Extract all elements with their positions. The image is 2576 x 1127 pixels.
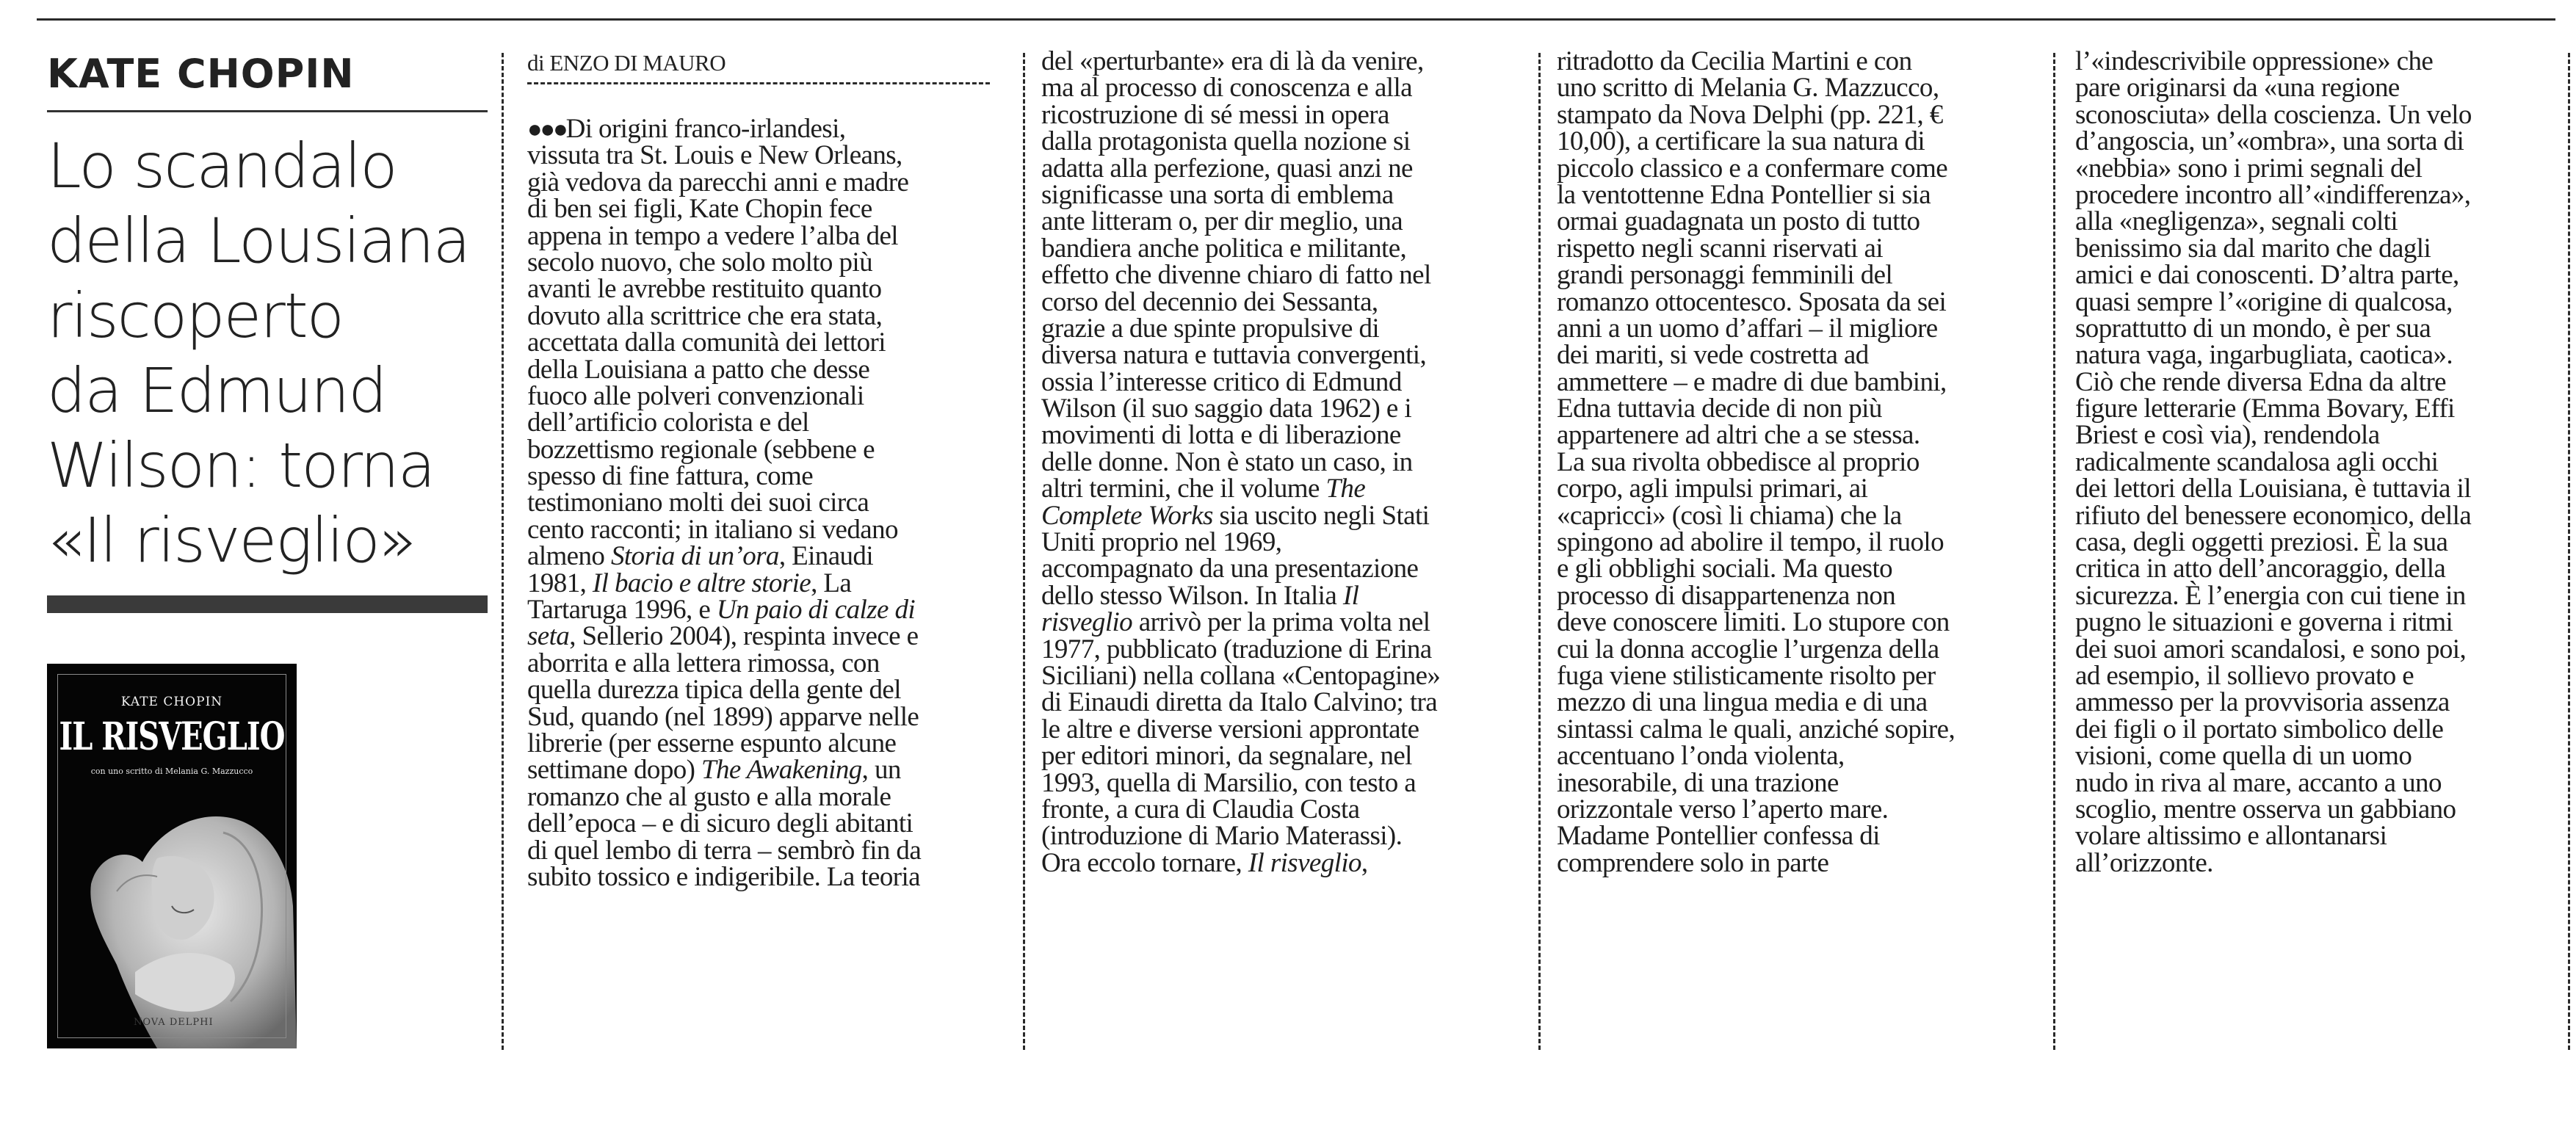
text-line [527,648,991,678]
book-cover-image [47,664,297,1048]
text-line [2075,609,2539,636]
text-line [1557,262,2021,289]
text-run: cento racconti; in italiano si vedano [527,514,898,545]
italic-title: The [1325,474,1366,504]
text-run: dei mariti, si vede costretta ad [1557,340,1869,371]
cover-subtitle: con uno scritto di Melania G. Mazzucco [90,767,253,776]
text-run: Edna tuttavia decide di non più [1557,394,1882,424]
text-line [1557,48,2021,75]
text-line [1041,634,1505,664]
text-line [527,407,991,438]
text-run: dello stesso Wilson. In Italia [1041,580,1343,611]
text-run: aborrita e alla lettera rimossa, con [527,648,880,678]
text-line [1041,396,1505,422]
text-line [527,194,991,225]
text-run: testimoniano molti dei suoi circa [527,488,869,518]
text-run: ante litteram o, per dir meglio, una [1041,206,1403,237]
text-line [1041,286,1505,317]
text-run: Uniti proprio nel 1969, [1041,527,1282,558]
text-run: ma al processo di conoscenza e alla [1041,73,1412,104]
text-run: fuga viene stilisticamente risolto per [1557,660,1936,691]
text-line [1557,73,2021,104]
cover-author: KATE CHOPIN [120,695,223,709]
text-run: quasi sempre l’«origine di qualcosa, [2075,286,2453,317]
text-run: dovuto alla scrittrice che era stata, [527,300,883,331]
headline-line: Wilson: torna [47,430,435,501]
text-line [1041,128,1505,155]
text-run: arrivò per la prima volta nel [1132,607,1430,638]
text-line [1041,609,1505,636]
text-run: pugno le situazioni e governa i ritmi [2075,607,2453,638]
text-run: effetto che divenne chiaro di fatto nel [1041,260,1431,291]
text-run: alla «negligenza», segnali colti [2075,206,2398,237]
text-run: appartenere ad altri che a se stessa. [1557,420,1920,451]
text-line [527,327,991,358]
text-run: dei lettori della Louisiana, è tuttavia il [2075,474,2471,504]
text-run: Briest e così via), rendendola [2075,420,2380,451]
text-run: fuoco alle polveri convenzionali [527,380,864,411]
text-run: benissimo sia dal marito che dagli [2075,233,2431,264]
text-run: le altre e diverse versioni approntate [1041,714,1419,744]
text-run: dei figli o il portato simbolico delle [2075,714,2444,744]
text-line [1041,500,1505,531]
text-run: scoglio, mentre osserva un gabbiano [2075,794,2456,825]
column-separator [502,53,504,1050]
text-run: dell’artificio colorista e del [527,407,809,438]
article-column [527,116,991,891]
text-run: del «perturbante» era di là da venire, [1041,46,1424,76]
italic-title: Il [1342,580,1359,611]
text-run: casa, degli oggetti preziosi. È la sua [2075,527,2448,558]
text-line [1041,794,1505,825]
text-run: stampato da Nova Delphi (pp. 221, € [1557,99,1943,130]
text-line [1557,286,2021,317]
text-run: dell’epoca – e di sicuro degli abitanti [527,808,913,839]
text-run: amici e dai conoscenti. D’altra parte, [2075,260,2459,291]
text-run: sintassi calma le quali, anziché sopire, [1557,714,1955,744]
text-run: la ventottenne Edna Pontellier si sia [1557,179,1931,210]
text-line [1557,179,2021,210]
text-line [1557,580,2021,611]
text-run: bozzettismo regionale (sebbene e [527,434,875,465]
text-run: e gli obblighi sociali. Ma questo [1557,554,1893,584]
text-line [2075,286,2539,317]
text-run: 1977, pubblicato (traduzione di Erina [1041,634,1432,664]
text-line [1041,153,1505,184]
byline: di ENZO DI MAURO [527,50,990,84]
text-line [1557,342,2021,369]
text-run: Di origini franco-irlandesi, [565,114,846,144]
text-run: spesso di fine fattura, come [527,461,814,492]
text-line [1557,634,2021,664]
text-line [1041,580,1505,611]
text-line [527,755,991,786]
article-column [2075,48,2539,877]
text-line [2075,821,2539,852]
text-run: figure letterarie (Emma Bovary, Effi [2075,394,2455,424]
text-line [1041,529,1505,556]
text-line [1557,422,2021,449]
text-run: accettata dalla comunità dei lettori [527,327,886,358]
text-run: l’«indescrivibile oppressione» che [2075,46,2434,76]
article-column [1557,48,2021,877]
headline-line: Lo scandalo [47,130,397,202]
text-run: rifiuto del benessere economico, della [2075,500,2472,531]
text-run: Madame Pontellier confessa di [1557,821,1880,852]
text-run: avanti le avrebbe restituito quanto [527,274,882,305]
text-line [1557,153,2021,184]
text-run: accentuano l’onda violenta, [1557,741,1845,772]
text-line [527,675,991,706]
headline [47,128,488,578]
text-run: Sud, quando (nel 1899) apparve nelle [527,701,919,732]
text-line [1557,233,2021,264]
text-line [527,701,991,732]
text-line [1557,609,2021,636]
text-line [2075,476,2539,502]
text-line [2075,741,2539,772]
text-run: volare altissimo e allontanarsi [2075,821,2387,852]
text-line [527,490,991,516]
text-run: critica in atto dell’ancoraggio, della [2075,554,2446,584]
italic-title: The Awakening [701,755,862,786]
text-run: adatta alla perfezione, quasi anzi ne [1041,153,1413,184]
text-line [2075,580,2539,611]
text-line [2075,233,2539,264]
italic-title: Un paio di calze di [716,595,916,626]
text-run: comprendere solo in parte [1557,847,1829,878]
text-line [2075,767,2539,798]
text-run: 10,00), a certificare la sua natura di [1557,126,1925,157]
text-line [527,463,991,490]
text-run: romanzo ottocentesco. Sposata da sei [1557,286,1947,317]
text-run: ossia l’interesse critico di Edmund [1041,366,1402,397]
text-line [2075,366,2539,397]
text-line [527,623,991,650]
text-line [527,354,991,385]
text-line [1557,741,2021,772]
text-run: 1981, [527,568,593,598]
text-line [527,781,991,812]
text-run: grazie a due spinte propulsive di [1041,313,1380,344]
text-line [527,167,991,198]
text-line [2075,422,2539,449]
text-line [2075,689,2539,716]
text-line [1041,689,1505,716]
text-line [1557,99,2021,130]
text-run: di quel lembo di terra – sembrò fin da [527,835,922,866]
text-line [527,595,991,626]
text-run: corpo, agli impulsi primari, ai [1557,474,1868,504]
text-line [1557,847,2021,878]
text-line [527,808,991,839]
text-line [1041,262,1505,289]
text-run: ammesso per la provvisoria assenza [2075,687,2450,718]
text-line [527,247,991,278]
text-run: nudo in riva al mare, accanto a uno [2075,767,2442,798]
text-run: movimenti di lotta e di liberazione [1041,420,1401,451]
text-line [1557,313,2021,344]
text-line [2075,847,2539,878]
text-line [2075,660,2539,691]
text-line [1557,660,2021,691]
text-line [527,514,991,545]
text-line [2075,556,2539,582]
text-run: corso del decennio dei Sessanta, [1041,286,1378,317]
text-run: fronte, a cura di Claudia Costa [1041,794,1360,825]
text-line [1557,529,2021,556]
text-run: inesorabile, di una trazione [1557,767,1839,798]
text-line [1041,741,1505,772]
text-line [1041,556,1505,582]
headline-line: «Il risveglio» [47,504,416,576]
italic-title: seta [527,621,570,652]
text-line [1041,847,1505,878]
headline-block [47,21,488,613]
headline-line: riscoperto [47,280,344,352]
text-run: sconosciuta» della coscienza. Un velo [2075,99,2472,130]
text-run: spingono ad abolire il tempo, il ruolo [1557,527,1944,558]
text-run: cui la donna accoglie l’urgenza della [1557,634,1939,664]
italic-title: Complete Works [1041,500,1213,531]
text-line [2075,446,2539,477]
headline-divider-bar [47,595,488,613]
text-run: bandiera anche politica e militante, [1041,233,1407,264]
text-run: ad esempio, il sollievo provato e [2075,660,2414,691]
text-run: diversa natura e tuttavia convergenti, [1041,340,1427,371]
text-run: radicalmente scandalosa agli occhi [2075,446,2439,477]
text-run: per editori minori, da segnalare, nel [1041,741,1412,772]
text-run: pare originarsi da «una regione [2075,73,2400,104]
text-run: «nebbia» sono i primi segnali del [2075,153,2423,184]
text-run: , Sellerio 2004), respinta invece e [569,621,919,652]
text-run: ammettere – e madre di due bambini, [1557,366,1947,397]
text-line [527,380,991,411]
text-run: significasse una sorta di emblema [1041,179,1394,210]
text-line [1557,366,2021,397]
text-run: ritradotto da Cecilia Martini e con [1557,46,1912,76]
text-line [2075,99,2539,130]
text-run: altri termini, che il volume [1041,474,1326,504]
text-line [1041,233,1505,264]
section-kicker: KATE CHOPIN [47,51,355,97]
text-run: Ora eccolo tornare, [1041,847,1248,878]
text-line [2075,206,2539,237]
text-run: 1993, quella di Marsilio, con testo a [1041,767,1417,798]
text-run: , un [861,755,901,786]
cover-publisher: NOVA DELPHI [134,1017,214,1028]
text-run: La sua rivolta obbedisce al proprio [1557,446,1920,477]
text-line [527,220,991,251]
text-line [1041,342,1505,369]
text-run: librerie (per esserne espunto alcune [527,728,897,758]
text-run: dei suoi amori scandalosi, e sono poi, [2075,634,2467,664]
text-line [2075,179,2539,210]
text-line [1041,366,1505,397]
text-line [1041,476,1505,502]
text-run: sia uscito negli Stati [1212,500,1430,531]
text-run: Tartaruga 1996, e [527,595,717,626]
text-line [2075,262,2539,289]
text-line [1041,714,1505,744]
text-line [1041,660,1505,691]
text-run: processo di disappartenenza non [1557,580,1896,611]
text-line [2075,634,2539,664]
text-line [1557,556,2021,582]
text-line [1041,99,1505,130]
text-line [2075,342,2539,369]
text-line [2075,500,2539,531]
column-separator [1538,53,1541,1050]
text-line [527,835,991,866]
italic-title: risveglio [1041,607,1133,638]
text-run: «capricci» (così li chiama) che la [1557,500,1902,531]
text-line [2075,73,2539,104]
article-column [1041,48,1505,877]
text-line [1557,396,2021,422]
text-run: secolo nuovo, che solo molto più [527,247,872,278]
headline-line: della Lousiana [47,205,470,277]
text-run: vissuta tra St. Louis e New Orleans, [527,140,902,171]
text-line [1557,689,2021,716]
text-line [527,142,991,169]
text-run: deve conoscere limiti. Lo stupore con [1557,607,1950,638]
italic-title: Il bacio e altre storie [592,568,811,598]
text-line [1041,48,1505,75]
text-run: , Einaudi [778,541,874,572]
text-run: romanzo che al gusto e alla morale [527,781,891,812]
column-separator [2568,53,2570,1050]
text-line [1557,446,2021,477]
text-line [1041,446,1505,477]
text-line [2075,48,2539,75]
text-line [1557,821,2021,852]
text-line [527,861,991,892]
text-line [2075,128,2539,155]
text-run: ormai guadagnata un posto di tutto [1557,206,1920,237]
text-line [1557,767,2021,798]
text-run: , [1361,847,1368,878]
cover-title: IL RISVEGLIO [59,714,285,760]
text-line [1041,73,1505,104]
headline-line: da Edmund [47,355,386,427]
text-line [1041,313,1505,344]
text-run: piccolo classico e a confermare come [1557,153,1948,184]
text-run: Siciliani) nella collana «Centopagine» [1041,660,1441,691]
text-line [1557,476,2021,502]
text-run: subito tossico e indigeribile. La teoria [527,861,920,892]
text-line [1041,767,1505,798]
italic-title: Il risveglio [1248,847,1361,878]
text-run: mezzo di una lingua media e di una [1557,687,1928,718]
text-line [527,274,991,305]
text-line [1041,422,1505,449]
text-line [527,434,991,465]
kicker-rule [47,110,488,112]
text-line [2075,396,2539,422]
text-line [1041,821,1505,852]
text-run: di Einaudi diretta da Italo Calvino; tra [1041,687,1438,718]
text-run: sicurezza. È l’energia con cui tiene in [2075,580,2466,611]
text-run: rispetto negli scanni riservati ai [1557,233,1884,264]
text-run: delle donne. Non è stato un caso, in [1041,446,1413,477]
text-run: di ben sei figli, Kate Chopin fece [527,194,872,225]
text-run: visioni, come quella di un uomo [2075,741,2412,772]
text-run: dalla protagonista quella nozione si [1041,126,1411,157]
text-run: natura vaga, ingarbugliata, caotica». [2075,340,2453,371]
text-run: all’orizzonte. [2075,847,2213,878]
column-separator [2053,53,2055,1050]
text-line [1557,794,2021,825]
text-run: Ciò che rende diversa Edna da altre [2075,366,2446,397]
text-run: d’angoscia, un’«ombra», una sorta di [2075,126,2464,157]
text-line [2075,313,2539,344]
text-line [1557,714,2021,744]
column-separator [1023,53,1025,1050]
text-run: già vedova da parecchi anni e madre [527,167,909,198]
text-line [2075,153,2539,184]
text-run: almeno [527,541,611,572]
text-line [527,728,991,758]
italic-title: Storia di un’ora [610,541,779,572]
lead-bullets-icon: ●●● [527,116,566,143]
text-run: quella durezza tipica della gente del [527,675,901,706]
text-run: anni a un uomo d’affari – il migliore [1557,313,1938,344]
text-run: accompagnato da una presentazione [1041,554,1419,584]
text-run: della Louisiana a patto che desse [527,354,870,385]
text-run: Wilson (il suo saggio data 1962) e i [1041,394,1412,424]
text-run: settimane dopo) [527,755,702,786]
text-line [1041,179,1505,210]
text-run: ricostruzione di sé messi in opera [1041,99,1389,130]
text-line [1041,206,1505,237]
text-line [1557,128,2021,155]
text-line [1557,500,2021,531]
text-run: , La [811,568,852,598]
text-run: soprattutto di un mondo, è per sua [2075,313,2431,344]
text-line [527,543,991,570]
text-line [527,116,991,142]
text-run: uno scritto di Melania G. Mazzucco, [1557,73,1939,104]
text-run: grandi personaggi femminili del [1557,260,1893,291]
text-line [527,300,991,331]
text-line [2075,714,2539,744]
text-line [527,570,991,597]
text-run: appena in tempo a vedere l’alba del [527,220,898,251]
text-line [1557,206,2021,237]
text-run: (introduzione di Mario Materassi). [1041,821,1403,852]
text-line [2075,794,2539,825]
text-line [2075,529,2539,556]
text-run: procedere incontro all’«indifferenza», [2075,179,2471,210]
text-run: orizzontale verso l’aperto mare. [1557,794,1889,825]
